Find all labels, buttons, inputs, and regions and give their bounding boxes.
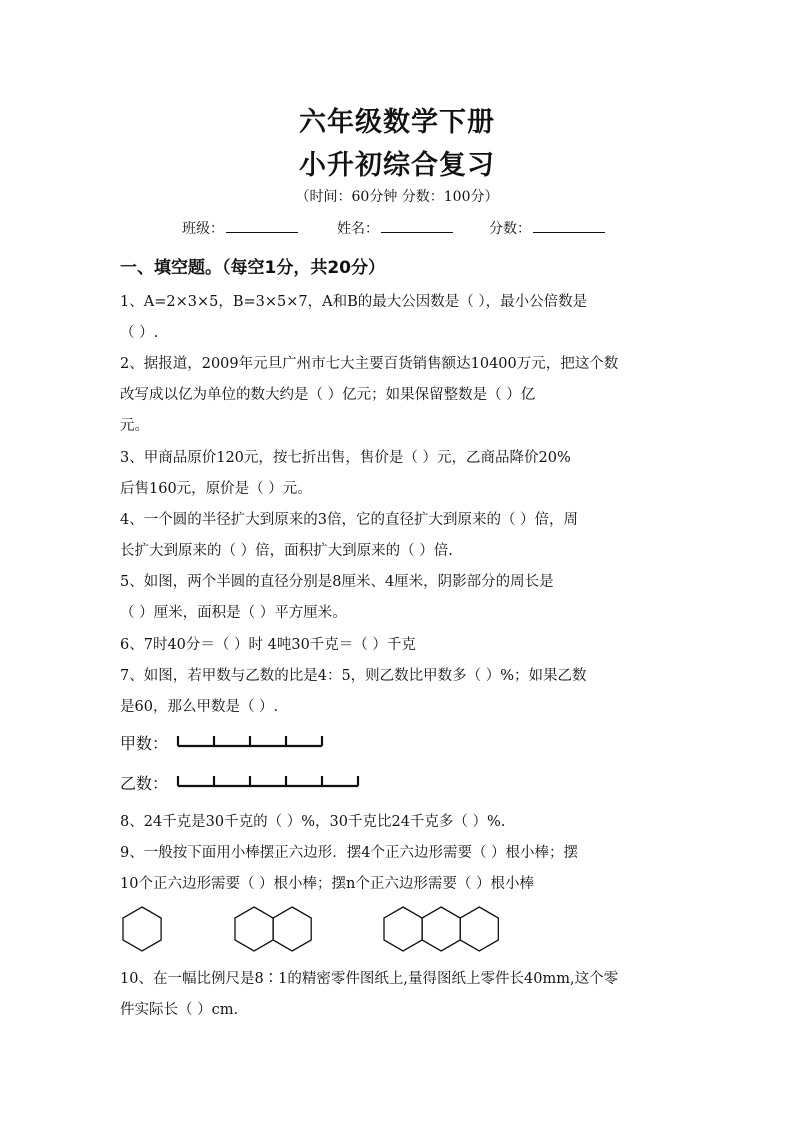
question-1-line-2: （ ）. (120, 325, 159, 341)
question-2-line-3: 元。 (120, 418, 149, 434)
question-5-line-1: 5、如图，两个半圆的直径分别是8厘米、4厘米，阴影部分的周长是 (120, 574, 554, 590)
hexagon-figure (110, 898, 530, 960)
class-blank[interactable] (226, 218, 298, 233)
question-8-line-1: 8、24千克是30千克的（ ）%，30千克比24千克多（ ）%. (120, 814, 506, 830)
page-title: 六年级数学下册 (299, 107, 495, 138)
yi-bar-group (178, 776, 358, 786)
score-field (489, 218, 605, 238)
class-field (182, 218, 298, 238)
hexagon (422, 907, 460, 951)
jia-label: 甲数： (120, 734, 169, 753)
hexagon (384, 907, 422, 951)
score-label: 分数： (489, 221, 531, 237)
class-label: 班级： (182, 221, 224, 237)
question-3-line-1: 3、甲商品原价120元，按七折出售，售价是（ ）元，乙商品降价20% (120, 450, 571, 466)
name-field (337, 218, 453, 238)
hexagon (235, 907, 273, 951)
question-2-line-2: 改写成以亿为单位的数大约是（ ）亿元；如果保留整数是（ ）亿 (120, 387, 536, 403)
question-1-line-1: 1、A=2×3×5，B=3×5×7，A和B的最大公因数是（ ），最小公倍数是 (120, 294, 588, 310)
yi-segment-bar (174, 770, 370, 794)
question-10-line-2: 件实际长（ ）cm. (120, 1002, 239, 1018)
question-7-line-1: 7、如图，若甲数与乙数的比是4：5，则乙数比甲数多（ ）%；如果乙数 (120, 668, 587, 684)
question-9-line-2: 10个正六边形需要（ ）根小棒；摆n个正六边形需要（ ）根小棒 (120, 876, 535, 892)
name-label: 姓名： (337, 221, 379, 237)
question-9-line-1: 9、一般按下面用小棒摆正六边形．摆4个正六边形需要（ ）根小棒；摆 (120, 845, 579, 861)
page-subtitle: 小升初综合复习 (299, 150, 495, 181)
exam-info: （时间：60分钟 分数：100分） (295, 189, 499, 205)
hexagon (123, 907, 161, 951)
question-6-line-1: 6、7时40分＝（ ）时 4吨30千克＝（ ）千克 (120, 637, 416, 653)
question-2-line-1: 2、据报道，2009年元旦广州市七大主要百货销售额达10400万元，把这个数 (120, 356, 619, 372)
hexagon-groups (123, 907, 498, 951)
question-3-line-2: 后售160元，原价是（ ）元。 (120, 481, 312, 497)
score-blank[interactable] (533, 218, 605, 233)
question-7-line-2: 是60，那么甲数是（ ）. (120, 699, 279, 715)
question-5-line-2: （ ）厘米，面积是（ ）平方厘米。 (120, 605, 347, 621)
yi-label: 乙数： (120, 774, 169, 793)
name-blank[interactable] (381, 218, 453, 233)
jia-bar-group (178, 736, 322, 746)
question-4-line-1: 4、一个圆的半径扩大到原来的3倍，它的直径扩大到原来的（ ）倍，周 (120, 512, 579, 528)
jia-segment-bar (174, 730, 334, 754)
section-title: 一、填空题。（每空1分，共20分） (120, 258, 385, 278)
hexagon (273, 907, 311, 951)
hexagon (460, 907, 498, 951)
question-4-line-2: 长扩大到原来的（ ）倍，面积扩大到原来的（ ）倍. (120, 543, 453, 559)
question-10-line-1: 10、在一幅比例尺是8∶1的精密零件图纸上,量得图纸上零件长40mm,这个零 (120, 971, 619, 987)
